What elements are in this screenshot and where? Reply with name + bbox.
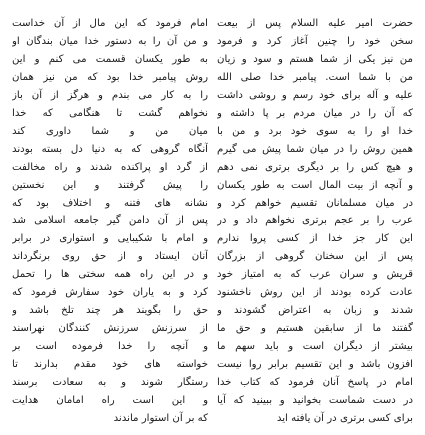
text-line: خدا او را به سوی خود برد و من با	[217, 125, 413, 137]
text-line: نخواهم گشت تا هنگامی که خدا	[12, 107, 208, 119]
text-line: و آنچه از بیت المال است به طور یکسان	[217, 179, 413, 191]
text-line: در دست شماست بخوانید و ببینید که آیا	[217, 395, 413, 407]
text-line: حق را بگویند هر چند تلخ باشد و	[12, 305, 208, 317]
text-line: از سرزنش سرزنش کنندگان نهراسند	[12, 323, 208, 335]
text-line: آنگاه گروهی که به دنیا دل بسته بودند	[12, 143, 208, 155]
text-line: بیشتر از دیگران است و باید سهم ما	[217, 341, 413, 353]
text-line: حضرت امیر علیه السلام پس از بیعت	[217, 18, 413, 29]
text-line: قریش و سران عرب که به امتیاز خود	[217, 269, 413, 281]
text-line: من با شما است. پیامبر خدا صلی الله	[217, 71, 413, 83]
text-line: و امام با شکیبایی و استواری در برابر	[12, 233, 208, 245]
text-line: عادت کرده بودند از این روش ناخشنود	[217, 287, 413, 299]
text-line: گفتند ما از سابقین هستیم و حق ما	[217, 323, 413, 335]
text-line: و آنچه را خدا فرموده است بر	[12, 341, 208, 353]
text-line: روش پیامبر خدا بود که من نیز همان	[12, 71, 208, 83]
right-column	[217, 14, 413, 427]
text-line: امام فرمود که این مال از آن خداست	[12, 18, 208, 29]
text-line: و در این راه همه سختی ها را تحمل	[12, 269, 208, 281]
left-column	[12, 14, 208, 427]
text-line: و من آن را به دستور خدا میان بندگان او	[12, 35, 208, 47]
text-line: برای کسی برتری در آن یافته اید	[276, 412, 413, 424]
text-line: میان من و شما داوری کند	[12, 125, 208, 137]
text-line: همین روش را در میان شما پیش می گیرم	[217, 143, 413, 155]
text-line: در میان مسلمانان تقسیم خواهم کرد و	[217, 197, 413, 209]
text-line: امام در پاسخ آنان فرمود که کتاب خدا	[217, 377, 413, 389]
text-line: را به کار می بندم و هرگز از آن باز	[12, 89, 208, 101]
text-line: علیه و آله برای خود رسم و روشی داشت	[217, 89, 413, 101]
text-line: پس از آن دامن گیر جامعه اسلامی شد	[12, 215, 208, 227]
text-line: پس از این سخنان گروهی از بزرگان	[217, 251, 413, 263]
text-line: عرب را بر عجم برتری نخواهم داد و در	[217, 215, 413, 227]
text-line: که آن را در میان مردم بر پا داشته و	[217, 107, 413, 119]
text-line: و این است راه امامان هدایت	[12, 395, 208, 407]
text-line: خواسته های خود مقدم بدارند تا	[12, 359, 208, 371]
text-line: من نیز یکی از شما هستم و سود و زیان	[217, 53, 413, 65]
text-line: نشانه های فتنه و اختلاف بود که	[12, 197, 208, 209]
text-line: شدند و زبان به اعتراض گشودند و	[217, 305, 413, 317]
text-line: به طور یکسان قسمت می کنم و این	[12, 53, 208, 65]
text-line: رستگار شوند و به سعادت برسند	[12, 377, 208, 389]
text-line: افزون باشد و این تقسیم برابر روا نیست	[217, 359, 413, 371]
text-line: که بر آن استوار ماندند	[113, 412, 208, 424]
text-line: کرد و به یاران خود سفارش فرمود که	[12, 287, 208, 299]
text-line: از گرد او پراکنده شدند و راه مخالفت	[12, 161, 208, 173]
text-line: را پیش گرفتند و این نخستین	[12, 179, 208, 191]
text-line: و هیچ کس را بر دیگری برتری نمی دهم	[217, 161, 413, 173]
text-line: این کار جز خدا از کسی پروا ندارم	[217, 233, 413, 245]
text-line: آنان ایستاد و از حق روی برنگرداند	[12, 251, 208, 263]
text-line: سخن خود را چنین آغاز کرد و فرمود	[217, 35, 413, 47]
